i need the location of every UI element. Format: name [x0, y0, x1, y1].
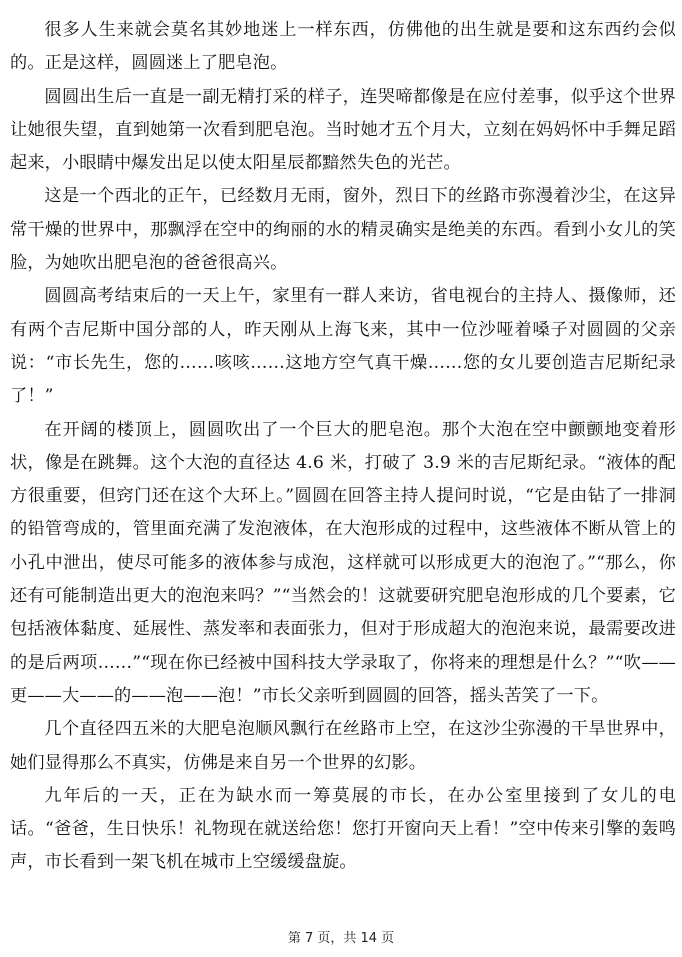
paragraph-4: 圆圆高考结束后的一天上午，家里有一群人来访，省电视台的主持人、摄像师，还有两个吉尼斯中国分部的人，昨天刚从上海飞来，其中一位沙哑着嗓子对圆圆的父亲说：“市长先生，您的……咳咳……这地方空气真干燥……您的女儿要创造吉尼斯纪录了！”: [10, 286, 676, 407]
paragraph-5: 在开阔的楼顶上，圆圆吹出了一个巨大的肥皂泡。那个大泡在空中颤颤地变着形状，像是在跳舞。这个大泡的直径达 4.6 米，打破了 3.9 米的吉尼斯纪录。“液体的配方很重要，但窍门还在这个大环上。”圆圆在回答主持人提问时说，“它是由钻了一排洞的铅管弯成的，管里面充满了发泡液体，在大泡形成的过程中，这些液体不断从管上的小孔中泄出，使尽可能多的液体参与成泡，这样就可以形成更大的泡泡了。”“那么，你还有可能制造出更大的泡泡来吗？”“当然会的！这就要研究肥皂泡形成的几个要素，它包括液体黏度、延展性、蒸发率和表面张力，但对于形成超大的泡泡来说，最需要改进的是后两项……”“现在你已经被中国科技大学录取了，你将来的理想是什么？”“吹——更——大——的——泡——泡！”市长父亲听到圆圆的回答，摇头苦笑了一下。: [10, 419, 676, 706]
paragraph-6: 几个直径四五米的大肥皂泡顺风飘行在丝路市上空，在这沙尘弥漫的干旱世界中，她们显得那么不真实，仿佛是来自另一个世界的幻影。: [10, 719, 676, 773]
article-body: [10, 14, 676, 880]
paragraph-1: 很多人生来就会莫名其妙地迷上一样东西，仿佛他的出生就是要和这东西约会似的。正是这样，圆圆迷上了肥皂泡。: [10, 20, 676, 74]
paragraph-2: 圆圆出生后一直是一副无精打采的样子，连哭啼都像是在应付差事，似乎这个世界让她很失望，直到她第一次看到肥皂泡。当时她才五个月大，立刻在妈妈怀中手舞足蹈起来，小眼睛中爆发出足以使太阳星辰都黯然失色的光芒。: [10, 86, 676, 174]
paragraph-7: 九年后的一天，正在为缺水而一筹莫展的市长，在办公室里接到了女儿的电话。“爸爸，生日快乐！礼物现在就送给您！您打开窗向天上看！”空中传来引擎的轰鸣声，市长看到一架飞机在城市上空缓缓盘旋。: [10, 785, 676, 873]
page-number-footer: 第 7 页，共 14 页: [287, 931, 395, 946]
paragraph-3: 这是一个西北的正午，已经数月无雨，窗外，烈日下的丝路市弥漫着沙尘，在这异常干燥的世界中，那飘浮在空中的绚丽的水的精灵确实是绝美的东西。看到小女儿的笑脸，为她吹出肥皂泡的爸爸很高兴。: [10, 186, 676, 274]
